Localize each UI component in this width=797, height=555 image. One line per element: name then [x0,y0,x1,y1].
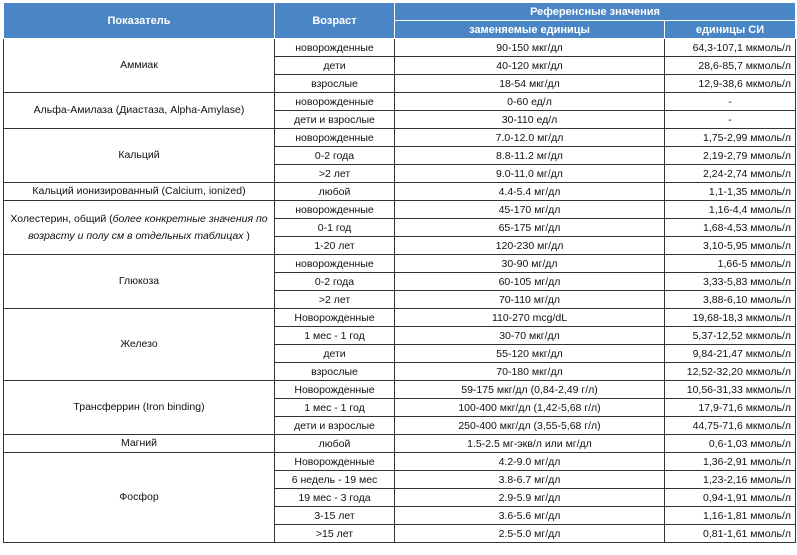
conventional-value-cell: 2.9-5.9 мг/дл [395,489,665,507]
age-cell: >15 лет [275,525,395,543]
age-cell: 6 недель - 19 мес [275,471,395,489]
indicator-cell [4,381,275,435]
indicator-name: Железо [120,338,158,350]
table-row [4,381,796,399]
conventional-value-cell: 0-60 ед/л [395,93,665,111]
age-cell: 1 мес - 1 год [275,399,395,417]
header-reference: Референсные значения [395,3,796,21]
indicator-cell [4,453,275,543]
si-value-cell: 0,94-1,91 ммоль/л [665,489,796,507]
conventional-value-cell: 65-175 мг/дл [395,219,665,237]
indicator-suffix: ) [243,229,250,242]
age-cell: новорожденные [275,39,395,57]
si-value-cell: 1,68-4,53 ммоль/л [665,219,796,237]
age-cell: взрослые [275,75,395,93]
indicator-cell [4,255,275,309]
indicator-note: более конкретные значения по возрасту и полу см в отдельных таблицах [28,212,268,242]
conventional-value-cell: 18-54 мкг/дл [395,75,665,93]
conventional-value-cell: 120-230 мг/дл [395,237,665,255]
table-row [4,93,796,111]
conventional-value-cell: 8.8-11.2 мг/дл [395,147,665,165]
table-row [4,129,796,147]
indicator-name: Глюкоза [118,275,160,287]
age-cell: дети и взрослые [275,417,395,435]
age-cell: Новорожденные [275,309,395,327]
indicator-cell [4,435,275,453]
indicator-name: Кальций ионизированный (Calcium, ionized) [32,185,246,197]
table-body [4,39,796,543]
indicator-cell [4,309,275,381]
si-value-cell: 3,10-5,95 ммоль/л [665,237,796,255]
si-value-cell: 0,81-1,61 ммоль/л [665,525,796,543]
indicator-cell [4,39,275,93]
age-cell: дети [275,345,395,363]
table-row [4,453,796,471]
indicator-name: Кальций [118,149,160,161]
si-value-cell: 1,66-5 ммоль/л [665,255,796,273]
age-cell: новорожденные [275,129,395,147]
conventional-value-cell: 4.2-9.0 мг/дл [395,453,665,471]
si-value-cell: 64,3-107,1 мкмоль/л [665,39,796,57]
conventional-value-cell: 110-270 mcg/dL [395,309,665,327]
si-value-cell: - [665,93,796,111]
age-cell: новорожденные [275,255,395,273]
conventional-value-cell: 30-70 мкг/дл [395,327,665,345]
indicator-cell [4,93,275,129]
conventional-value-cell: 45-170 мг/дл [395,201,665,219]
si-value-cell: 0,6-1,03 ммоль/л [665,435,796,453]
si-value-cell: 1,75-2,99 ммоль/л [665,129,796,147]
indicator-name: Магний [120,437,158,449]
si-value-cell: 1,36-2,91 ммоль/л [665,453,796,471]
age-cell: >2 лет [275,165,395,183]
header-si-units: единицы СИ [665,21,796,39]
age-cell: 0-2 года [275,273,395,291]
indicator-name: Аммиак [120,59,158,71]
conventional-value-cell: 90-150 мкг/дл [395,39,665,57]
table-row [4,309,796,327]
indicator-name: Фосфор [119,491,159,503]
age-cell: Новорожденные [275,381,395,399]
header-age: Возраст [275,3,395,39]
age-cell: новорожденные [275,201,395,219]
si-value-cell: 17,9-71,6 мкмоль/л [665,399,796,417]
age-cell: >2 лет [275,291,395,309]
header-indicator: Показатель [4,3,275,39]
table-row [4,255,796,273]
si-value-cell: - [665,111,796,129]
si-value-cell: 44,75-71,6 мкмоль/л [665,417,796,435]
age-cell: дети [275,57,395,75]
conventional-value-cell: 40-120 мкг/дл [395,57,665,75]
table-row [4,435,796,453]
conventional-value-cell: 3.8-6.7 мг/дл [395,471,665,489]
si-value-cell: 19,68-18,3 мкмоль/л [665,309,796,327]
conventional-value-cell: 59-175 мкг/дл (0,84-2,49 г/л) [395,381,665,399]
age-cell: взрослые [275,363,395,381]
si-value-cell: 1,23-2,16 ммоль/л [665,471,796,489]
indicator-name: Холестерин, общий ( [10,212,113,225]
age-cell: 0-2 года [275,147,395,165]
age-cell: любой [275,435,395,453]
si-value-cell: 28,6-85,7 мкмоль/л [665,57,796,75]
si-value-cell: 9,84-21,47 мкмоль/л [665,345,796,363]
conventional-value-cell: 100-400 мкг/дл (1,42-5,68 г/л) [395,399,665,417]
si-value-cell: 5,37-12,52 мкмоль/л [665,327,796,345]
reference-values-table [3,2,796,543]
age-cell: 19 мес - 3 года [275,489,395,507]
age-cell: любой [275,183,395,201]
si-value-cell: 3,33-5,83 ммоль/л [665,273,796,291]
si-value-cell: 1,1-1,35 ммоль/л [665,183,796,201]
indicator-name: Трансферрин (Iron binding) [73,401,205,413]
si-value-cell: 1,16-4,4 ммоль/л [665,201,796,219]
table-row [4,183,796,201]
header-conventional-units: заменяемые единицы [395,21,665,39]
header-row-1 [4,3,796,21]
conventional-value-cell: 55-120 мкг/дл [395,345,665,363]
conventional-value-cell: 9.0-11.0 мг/дл [395,165,665,183]
conventional-value-cell: 70-110 мг/дл [395,291,665,309]
age-cell: 1 мес - 1 год [275,327,395,345]
table-row [4,201,796,219]
conventional-value-cell: 30-110 ед/л [395,111,665,129]
indicator-name: Альфа-Амилаза (Диастаза, Alpha-Amylase) [33,104,245,116]
conventional-value-cell: 7.0-12.0 мг/дл [395,129,665,147]
indicator-cell [4,201,275,255]
si-value-cell: 3,88-6,10 ммоль/л [665,291,796,309]
age-cell: 3-15 лет [275,507,395,525]
conventional-value-cell: 2.5-5.0 мг/дл [395,525,665,543]
conventional-value-cell: 60-105 мг/дл [395,273,665,291]
conventional-value-cell: 70-180 мкг/дл [395,363,665,381]
conventional-value-cell: 30-90 мг/дл [395,255,665,273]
table-row [4,39,796,57]
age-cell: Новорожденные [275,453,395,471]
si-value-cell: 1,16-1,81 ммоль/л [665,507,796,525]
si-value-cell: 12,52-32,20 мкмоль/л [665,363,796,381]
indicator-cell [4,183,275,201]
indicator-cell [4,129,275,183]
age-cell: 0-1 год [275,219,395,237]
si-value-cell: 12,9-38,6 мкмоль/л [665,75,796,93]
si-value-cell: 10,56-31,33 мкмоль/л [665,381,796,399]
age-cell: 1-20 лет [275,237,395,255]
conventional-value-cell: 250-400 мкг/дл (3,55-5,68 г/л) [395,417,665,435]
si-value-cell: 2,19-2,79 ммоль/л [665,147,796,165]
conventional-value-cell: 3.6-5.6 мг/дл [395,507,665,525]
conventional-value-cell: 1.5-2.5 мг-экв/л или мг/дл [395,435,665,453]
si-value-cell: 2,24-2,74 ммоль/л [665,165,796,183]
age-cell: дети и взрослые [275,111,395,129]
conventional-value-cell: 4.4-5.4 мг/дл [395,183,665,201]
age-cell: новорожденные [275,93,395,111]
